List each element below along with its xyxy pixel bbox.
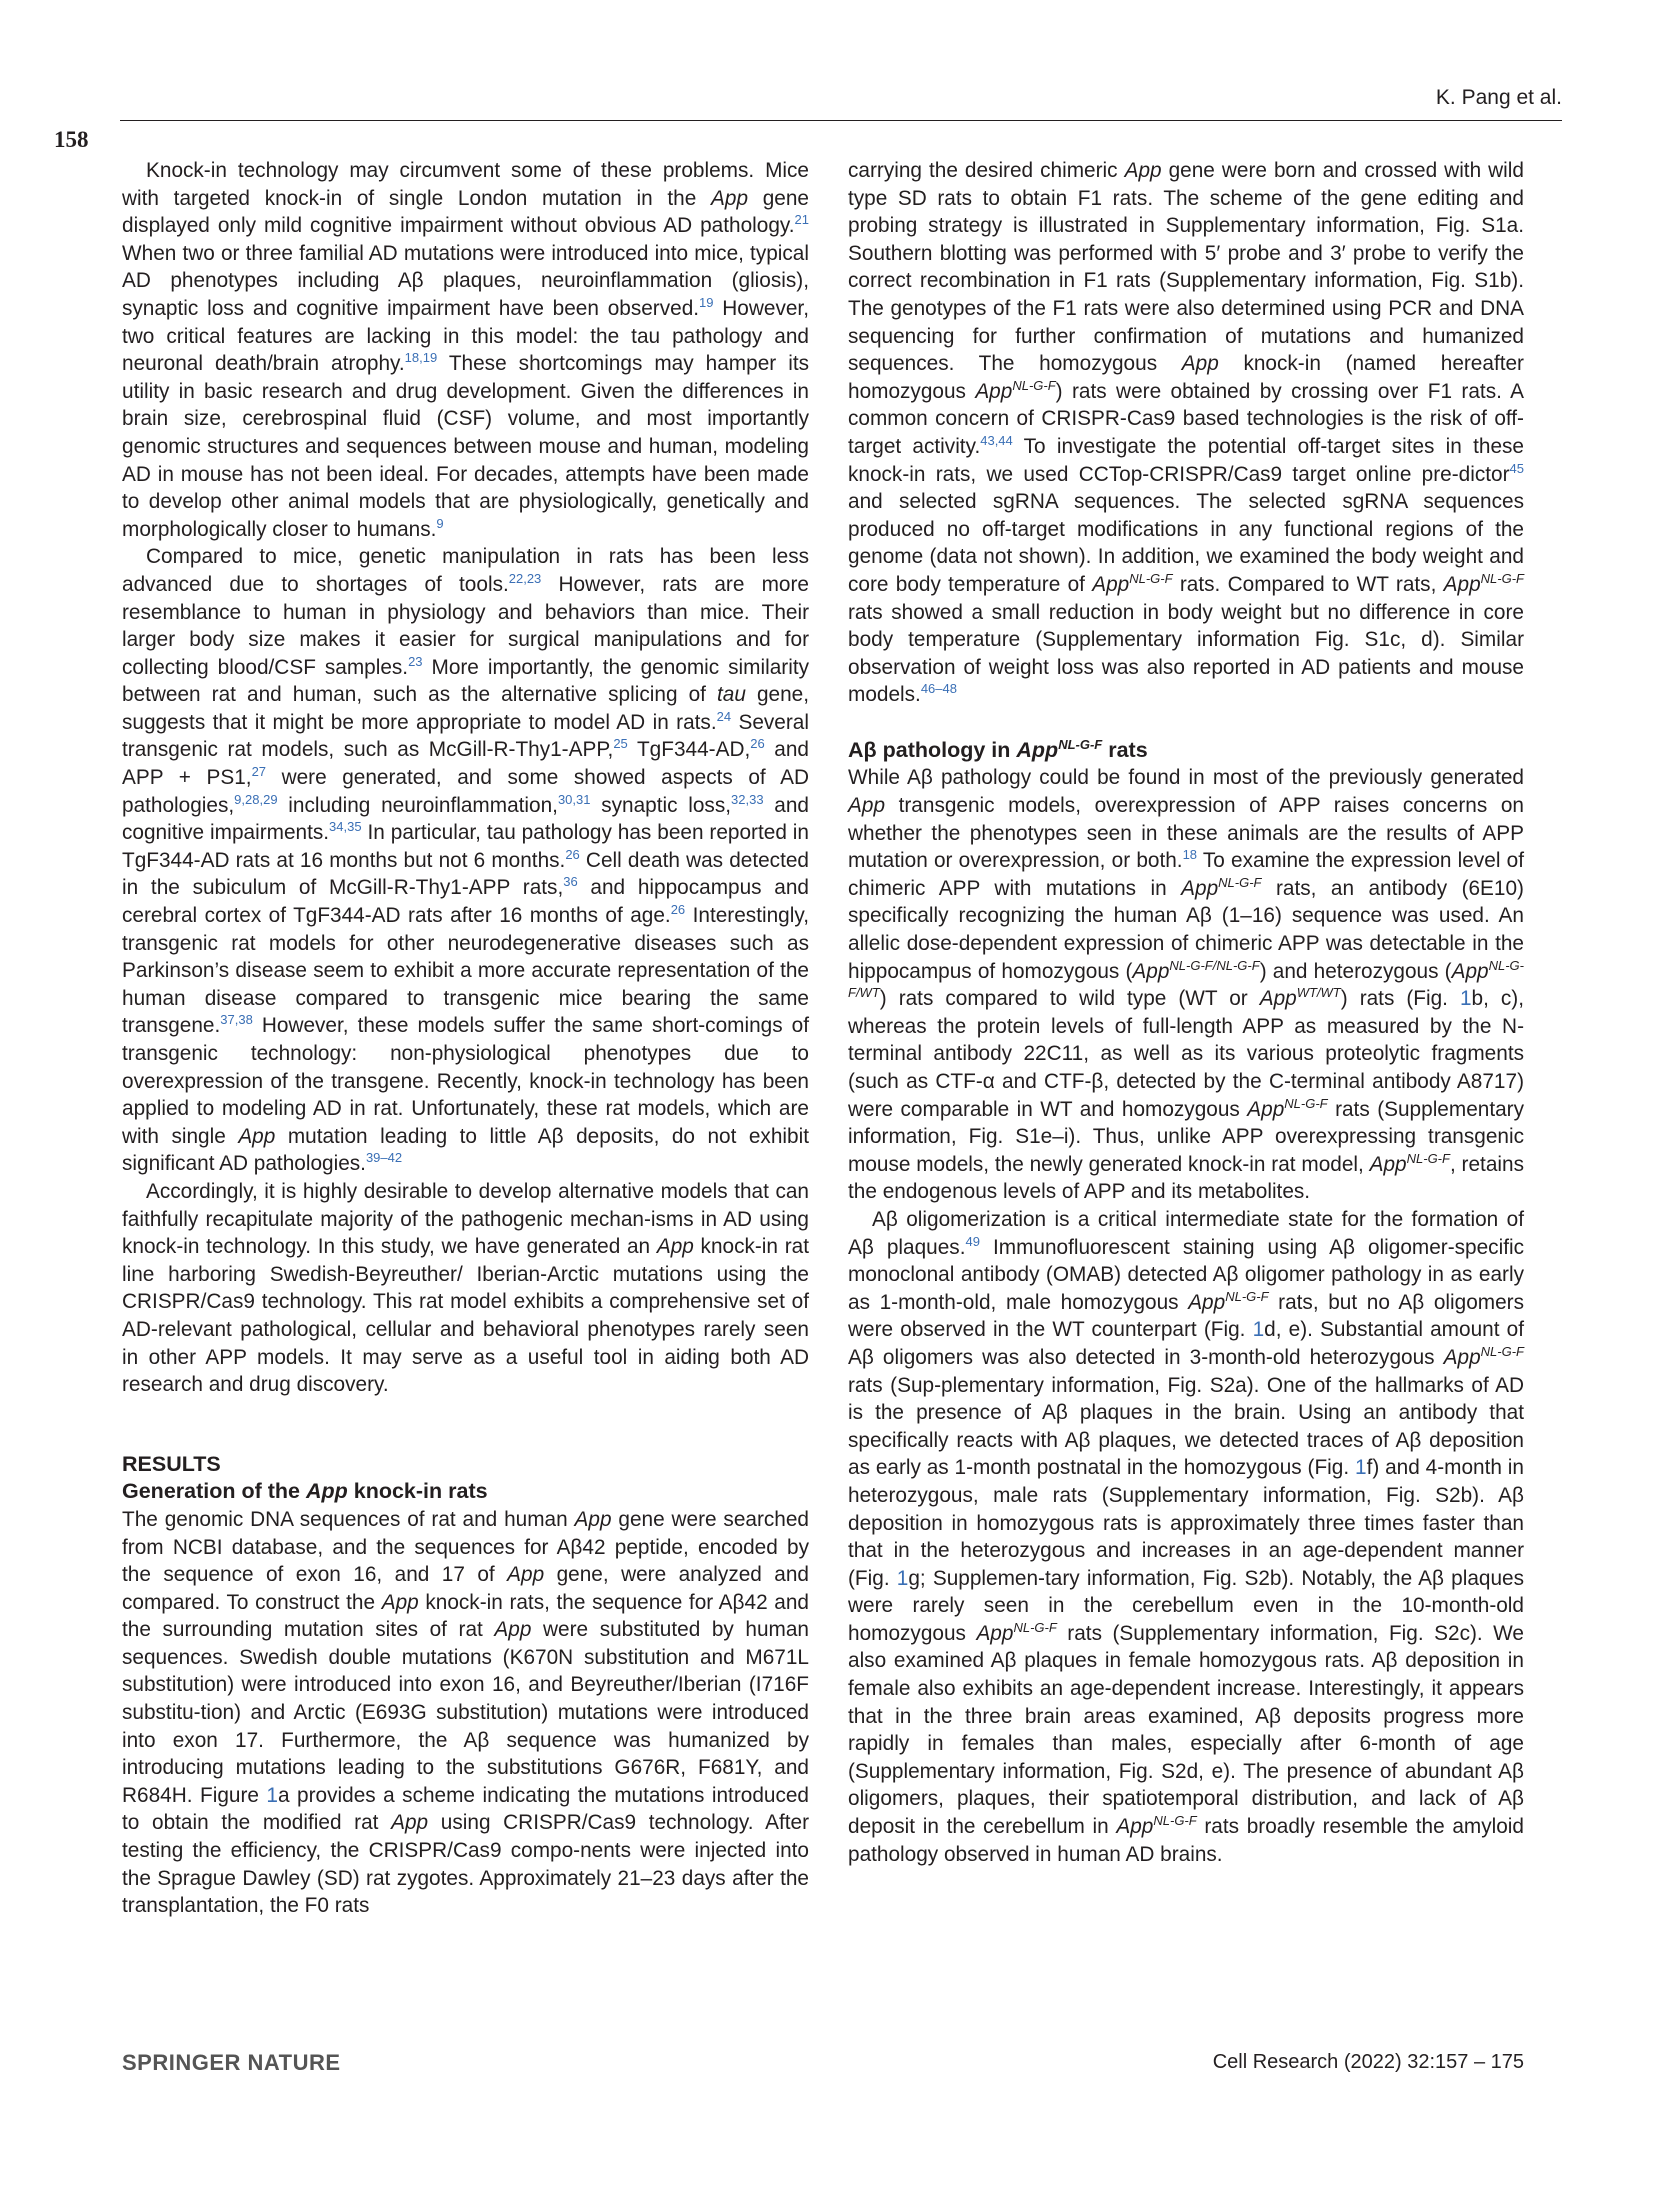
gene-name: App [1247, 1097, 1285, 1121]
citation-link[interactable]: 9 [436, 515, 444, 531]
text-run: gene, suggests that it might be more appropriate to model AD in rats. [122, 683, 810, 734]
text-run: Interestingly, transgenic rat models for other neurodegenerative diseases such as Parkinson’s disease seem to exhibit a more accurate representation of the human disease compared to transgenic mice bearing the same transgene. [122, 904, 809, 1038]
gene-name: App [976, 1621, 1014, 1645]
text-run: were generated, and some showed aspects of AD pathologies, [122, 766, 809, 817]
text-run: While Aβ pathology could be found in most of the previously generated [848, 766, 1524, 790]
genotype-superscript: NL-G-F [1129, 570, 1173, 586]
paragraph [122, 543, 809, 1178]
journal-citation: Cell Research (2022) 32:157 – 175 [1212, 2051, 1524, 2073]
text-run: However, two critical features are lacking in this model: the tau pathology and neuronal death/brain atrophy. [122, 296, 809, 376]
citation-link[interactable]: 26 [750, 736, 765, 752]
citation-link[interactable]: 27 [251, 764, 267, 780]
genotype-superscript: WT/WT [1296, 985, 1341, 1001]
gene-name: App [848, 794, 886, 818]
genotype-superscript: NL-G-F [1218, 874, 1262, 890]
subsection-heading [848, 737, 1524, 765]
figure-link[interactable]: 1 [1354, 1456, 1367, 1480]
text-run: knock-in rats, the sequence for Aβ42 and the surrounding mutation sites of rat [122, 1590, 809, 1642]
gene-name: App [711, 186, 749, 210]
gene-name: App [1116, 1815, 1154, 1839]
running-head: K. Pang et al. [1435, 86, 1562, 109]
text-run: rats (Supplementary information, Fig. S2c). We also examined Aβ plaques in female homozygous rats. Aβ deposition in female also exhibits an age-dependent increase. Interestingly, it appears that in the three brain areas examined, Aβ deposits progress more rapidly in females than males, especially after 6-month of age (Supplementary information, Fig. S2d, e). The presence of abundant Aβ oligomers, plaques, their spatiotemporal distribution, and lack of Aβ deposit in the cerebellum in [848, 1621, 1525, 1839]
text-run: g; Supplemen-tary information, Fig. S2b). Notably, the Aβ plaques were rarely seen in the cerebellum even in the 10-month-old homozygous [848, 1566, 1525, 1645]
text-run: Cell death was detected in the subiculum of McGill-R-Thy1-APP rats, [122, 848, 809, 900]
text-run: rats, an antibody (6E10) specifically recognizing the human Aβ (1–16) sequence was used. An allelic dose-dependent expression of chimeric APP was detectable in the hippocampus of homozygous ( [848, 876, 1524, 983]
gene-name: App [1443, 572, 1481, 596]
genotype-superscript: NL-G-F [1012, 377, 1056, 393]
gene-name: App [494, 1618, 532, 1642]
gene-name: App [507, 1563, 545, 1587]
text-run: ) and heterozygous ( [1259, 959, 1452, 983]
genotype-superscript: NL-G-F [1058, 736, 1103, 752]
citation-link[interactable]: 25 [613, 736, 628, 752]
text-run: To examine the expression level of chimeric APP with mutations in [848, 849, 1524, 900]
text-run: However, rats are more resemblance to human in physiology and behaviors than mice. Their larger body size makes it easier for surgical manipulations and for collecting blood/CSF samples. [122, 572, 809, 679]
citation-link[interactable]: 21 [794, 212, 809, 228]
gene-name: App [1132, 959, 1170, 983]
gene-name: App [391, 1811, 429, 1835]
paragraph [848, 1206, 1524, 1868]
genotype-superscript: NL-G-F/WT [848, 957, 1524, 1001]
text-run: gene, were analyzed and compared. To construct the [122, 1563, 809, 1614]
text-run: gene displayed only mild cognitive impairment without obvious AD pathology. [122, 186, 809, 238]
text-run: knock-in rats [347, 1479, 488, 1504]
gene-name: App [656, 1235, 694, 1259]
gene-name: App [574, 1507, 612, 1531]
genotype-superscript: NL-G-F [1480, 1344, 1524, 1360]
citation-link[interactable]: 34,35 [329, 819, 362, 835]
text-run: These shortcomings may hamper its utility in basic research and drug development. Given the differences in brain size, cerebrospinal fluid (CSF) volume, and most importantly genomic structures and sequences between mouse and human, modeling AD in mouse has not been ideal. For decades, attempts have been made to develop other animal models that are physiologically, genetically and morphologically closer to humans. [122, 352, 809, 541]
gene-name: App [1443, 1345, 1481, 1369]
text-run: and selected sgRNA sequences. The selected sgRNA sequences produced no off-target modifications in any functional regions of the genome (data not shown). In addition, we examined the body weight and core body temperature of [848, 490, 1524, 596]
gene-name: App [1451, 959, 1489, 983]
text-run: Knock-in technology may circumvent some of these problems. Mice with targeted knock-in of single London mutation in the [122, 159, 809, 210]
gene-name: tau [716, 683, 746, 707]
figure-link[interactable]: 1 [896, 1566, 909, 1590]
genotype-superscript: NL-G-F [1153, 1813, 1197, 1829]
citation-link[interactable]: 37,38 [220, 1012, 253, 1028]
gene-name: App [1181, 876, 1219, 900]
genotype-superscript: NL-G-F/NL-G-F [1169, 957, 1260, 973]
text-run: b, c), whereas the protein levels of full-length APP as measured by the N-terminal antibody 22C11, as well as its various proteolytic fragments (such as CTF-α and CTF-β, detected by the C-terminal antibody A8717) were comparable in WT and homozygous [848, 987, 1524, 1121]
text-run: and cognitive impairments. [122, 793, 809, 845]
citation-link[interactable]: 49 [965, 1233, 980, 1249]
section-heading-results: RESULTS [122, 1451, 221, 1476]
text-run: More importantly, the genomic similarity between rat and human, such as the alternative splicing of [122, 655, 810, 707]
gene-name: App [305, 1479, 348, 1504]
text-run: , retains the endogenous levels of APP and its metabolites. [848, 1152, 1524, 1204]
header-rule [120, 120, 1562, 121]
left-column [122, 157, 809, 1920]
text-run: rats showed a small reduction in body weight but no difference in core body temperature (Supplementary information Fig. S1c, d). Similar observation of weight loss was also reported in AD patients and mouse models. [848, 600, 1524, 707]
text-run: using CRISPR/Cas9 technology. After testing the efficiency, the CRISPR/Cas9 compo-nents were injected into the Sprague Dawley (SD) rat zygotes. Approximately 21–23 days after the transplantation, the F0 rats [122, 1811, 809, 1918]
text-run: Accordingly, it is highly desirable to develop alternative models that can faithfully recapitulate majority of the pathogenic mechan-isms in AD using knock-in technology. In this study, we have generated an [122, 1179, 809, 1259]
right-column [848, 157, 1524, 1868]
citation-link[interactable]: 22,23 [508, 570, 542, 586]
citation-link[interactable]: 9,28,29 [234, 791, 278, 807]
text-run: a provides a scheme indicating the mutations introduced to obtain the modified rat [122, 1783, 809, 1835]
gene-name: App [1259, 987, 1297, 1011]
text-run: rats [1102, 737, 1148, 762]
text-run: knock-in rat line harboring Swedish-Beyreuther/ Iberian-Arctic mutations using the CRISPR/Cas9 technology. This rat model exhibits a comprehensive set of AD-relevant pathological, cellular and behavioral phenotypes rarely seen in other APP models. It may serve as a useful tool in aiding both AD research and drug discovery. [122, 1235, 809, 1397]
text-run: f) and 4-month in heterozygous, male rats (Supplementary information, Fig. S2b). Aβ deposition in homozygous rats is approximately three times faster than that in the heterozygous and increases in an age-dependent manner (Fig. [848, 1456, 1524, 1590]
gene-name: App [381, 1590, 419, 1614]
genotype-superscript: NL-G-F [1284, 1095, 1328, 1111]
gene-name: App [1016, 737, 1059, 762]
citation-link[interactable]: 30,31 [557, 791, 591, 807]
text-run: Generation of the [122, 1479, 306, 1504]
citation-link[interactable]: 24 [716, 708, 732, 724]
text-run: and hippocampus and cerebral cortex of TgF344-AD rats after 16 months of age. [122, 876, 809, 928]
text-run: In particular, tau pathology has been reported in TgF344-AD rats at 16 months but not 6 months. [122, 821, 809, 872]
text-run: rats, but no Aβ oligomers were observed in the WT counterpart (Fig. [848, 1290, 1524, 1342]
text-run: gene were searched from NCBI database, and the sequences for Aβ42 peptide, encoded by the sequence of exon 16, and 17 of [122, 1507, 809, 1587]
text-run: To investigate the potential off-target sites in these knock-in rats, we used CCTop-CRISPR/Cas9 target online pre-dictor [848, 434, 1524, 486]
gene-name: App [1124, 159, 1162, 182]
text-run: were substituted by human sequences. Swedish double mutations (K670N substitution and M671L substitution) were introduced into exon 16, and Beyreuther/Iberian (I716F substitu-tion) and Arctic (E693G substitution) mutations were introduced into exon 17. Furthermore, the Aβ sequence was humanized by introducing mutations leading to the substitutions G676R, F681Y, and R684H. Figure [122, 1618, 810, 1807]
text-run: ) rats (Fig. [1340, 987, 1460, 1011]
subsection-heading [122, 1478, 809, 1506]
publisher-logo: SPRINGER NATURE [122, 2050, 341, 2075]
citation-link[interactable]: 18 [1182, 847, 1198, 863]
text-run: However, these models suffer the same short-comings of transgenic technology: non-physiological phenotypes due to overexpression of the transgene. Recently, knock-in technology has been applied to modeling AD in rat. Unfortunately, these rat models, which are with single [122, 1014, 809, 1148]
text-run: ) rats compared to wild type (WT or [879, 987, 1260, 1011]
citation-link[interactable]: 19 [699, 295, 714, 311]
figure-link[interactable]: 1 [1252, 1318, 1265, 1342]
citation-link[interactable]: 43,44 [980, 433, 1013, 449]
paragraph [848, 157, 1524, 709]
text-run: rats. Compared to WT rats, [1172, 572, 1444, 596]
paragraph [848, 764, 1524, 1206]
genotype-superscript: NL-G-F [1013, 1619, 1057, 1635]
text-run: rats (Sup-plementary information, Fig. S2a). One of the hallmarks of AD is the presence of Aβ plaques in the brain. Using an antibody that specifically reacts with Aβ plaques, we detected traces of Aβ deposition as early as 1-month postnatal in the homozygous (Fig. [848, 1373, 1524, 1480]
citation-link[interactable]: 18,19 [404, 350, 438, 366]
text-run: synaptic loss, [590, 793, 732, 817]
gene-name: App [1092, 572, 1130, 596]
citation-link[interactable]: 46–48 [920, 681, 957, 697]
paragraph [122, 1178, 809, 1399]
genotype-superscript: NL-G-F [1225, 1288, 1269, 1304]
text-run: gene were born and crossed with wild type SD rats to obtain F1 rats. The scheme of the gene editing and probing strategy is illustrated in Supplementary information, Fig. S1a. Southern blotting was performed with 5′ probe and 3′ probe to verify the correct recombination in F1 rats (Supplementary information, Fig. S1b). The genotypes of the F1 rats were also determined using PCR and DNA sequencing for further confirmation of mutations and humanized sequences. The homozygous [848, 159, 1524, 376]
text-run: Aβ pathology in [848, 737, 1017, 762]
text-run: Aβ oligomerization is a critical intermediate state for the formation of Aβ plaques. [848, 1207, 1524, 1259]
text-run: mutation leading to little Aβ deposits, do not exhibit significant AD pathologies. [122, 1124, 809, 1176]
paragraph [122, 157, 809, 543]
gene-name: App [1181, 352, 1219, 376]
gene-name: App [975, 379, 1013, 403]
genotype-superscript: NL-G-F [1480, 570, 1525, 586]
text-run: TgF344-AD, [627, 738, 751, 762]
citation-link[interactable]: 45 [1509, 460, 1524, 476]
text-run: rats (Supplementary information, Fig. S1e–i). Thus, unlike APP overexpressing transgenic mouse models, the newly generated knock-in rat model, [848, 1097, 1524, 1176]
text-run: The genomic DNA sequences of rat and human [122, 1507, 575, 1531]
text-run: When two or three familial AD mutations were introduced into mice, typical AD phenotypes including Aβ plaques, neuroinflammation (gliosis), synaptic loss and cognitive impairment have been observed. [122, 241, 809, 320]
text-run: carrying the desired chimeric [848, 159, 1125, 182]
page-number: 158 [54, 127, 89, 152]
citation-link[interactable]: 32,33 [731, 791, 764, 807]
gene-name: App [1188, 1290, 1226, 1314]
text-run: and APP + PS1, [122, 738, 809, 790]
text-run: Several transgenic rat models, such as McGill-R-Thy1-APP, [122, 710, 809, 762]
text-run: including neuroinflammation, [277, 793, 558, 817]
genotype-superscript: NL-G-F [1406, 1150, 1450, 1166]
citation-link[interactable]: 26 [565, 846, 580, 862]
gene-name: App [1369, 1152, 1407, 1176]
figure-link[interactable]: 1 [1459, 987, 1472, 1011]
paragraph [122, 1506, 809, 1920]
text-run: d, e). Substantial amount of Aβ oligomers was also detected in 3-month-old heterozygous [848, 1318, 1524, 1369]
text-run: Compared to mice, genetic manipulation in rats has been less advanced due to shortages of tools. [122, 545, 809, 596]
text-run: Immunofluorescent staining using Aβ oligomer-specific monoclonal antibody (OMAB) detected Aβ oligomer pathology in as early as 1-month-old, male homozygous [848, 1235, 1524, 1314]
citation-link[interactable]: 36 [563, 874, 578, 890]
text-run: transgenic models, overexpression of APP raises concerns on whether the phenotypes seen in these animals are the results of APP mutation or overexpression, or both. [848, 794, 1524, 873]
citation-link[interactable]: 23 [408, 653, 423, 669]
gene-name: App [238, 1124, 276, 1148]
figure-link[interactable]: 1 [266, 1783, 278, 1807]
text-run: ) rats were obtained by crossing over F1 rats. A common concern of CRISPR-Cas9 based technologies is the risk of off-target activity. [848, 379, 1524, 458]
text-run: rats broadly resemble the amyloid pathology observed in human AD brains. [848, 1815, 1524, 1866]
citation-link[interactable]: 39–42 [365, 1150, 403, 1166]
text-run: knock-in (named hereafter homozygous [848, 352, 1524, 403]
citation-link[interactable]: 26 [670, 902, 686, 918]
